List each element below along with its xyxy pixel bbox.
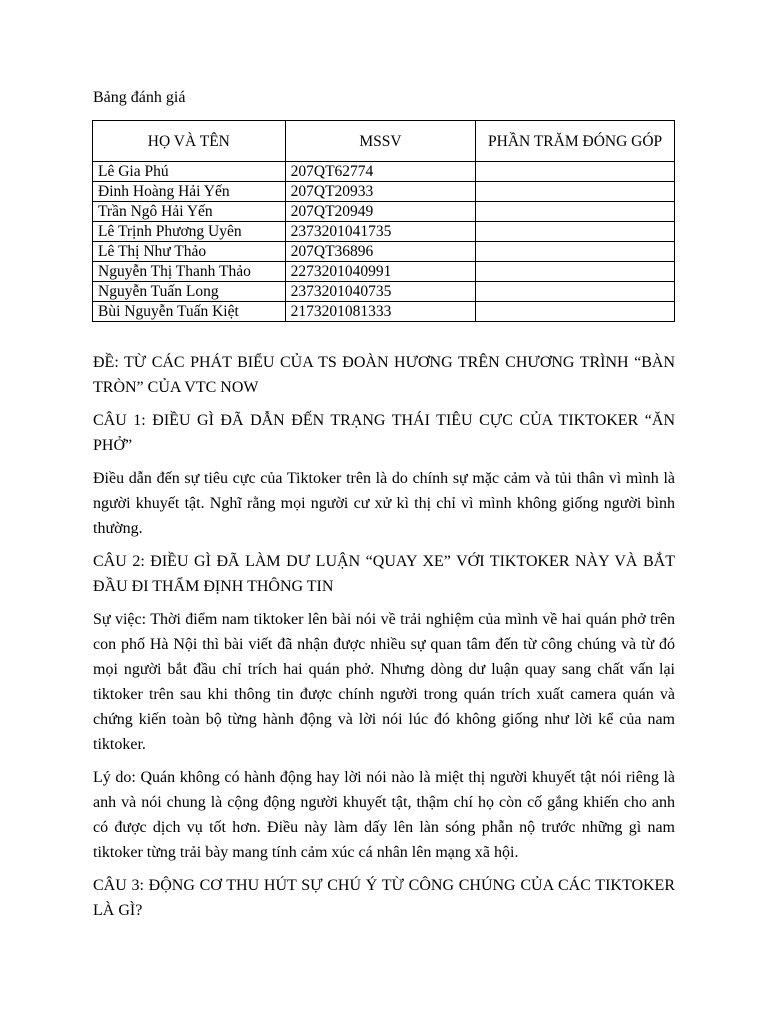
table-row bbox=[93, 182, 675, 202]
header-percent: PHẦN TRĂM ĐÓNG GÓP bbox=[476, 121, 675, 162]
header-mssv: MSSV bbox=[285, 121, 476, 162]
cell-mssv: 2173201081333 bbox=[285, 302, 476, 322]
cell-name: Lê Gia Phú bbox=[93, 162, 286, 182]
cell-percent bbox=[476, 282, 675, 302]
table-row bbox=[93, 282, 675, 302]
table-row bbox=[93, 222, 675, 242]
question-2-event: Sự việc: Thời điểm nam tiktoker lên bài nói về trải nghiệm của mình về hai quán phở trên con phố Hà Nội thì bài viết đã nhận được nhiều sự quan tâm đến từ công chúng và từ đó mọi người bắt đầu chỉ trích hai quán phở. Nhưng dòng dư luận quay sang chất vấn lại tiktoker trên sau khi thông tin được chính người trong quán trích xuất camera quán và chứng kiến toàn bộ từng hành động và lời nói lúc đó không giống như lời kể của nam tiktoker. bbox=[93, 611, 675, 753]
table-row bbox=[93, 262, 675, 282]
cell-percent bbox=[476, 182, 675, 202]
cell-percent bbox=[476, 242, 675, 262]
cell-name: Trần Ngô Hải Yến bbox=[93, 202, 286, 222]
cell-name: Bùi Nguyễn Tuấn Kiệt bbox=[93, 302, 286, 322]
cell-mssv: 207QT36896 bbox=[285, 242, 476, 262]
assignment-topic: ĐỀ: TỪ CÁC PHÁT BIỂU CỦA TS ĐOÀN HƯƠNG TRÊN CHƯƠNG TRÌNH “BÀN TRÒN” CỦA VTC NOW bbox=[93, 354, 675, 396]
cell-mssv: 2373201041735 bbox=[285, 222, 476, 242]
cell-mssv: 2373201040735 bbox=[285, 282, 476, 302]
document-body bbox=[93, 350, 675, 931]
cell-mssv: 207QT20933 bbox=[285, 182, 476, 202]
table-row bbox=[93, 302, 675, 322]
cell-name: Đinh Hoàng Hải Yến bbox=[93, 182, 286, 202]
evaluation-table bbox=[92, 120, 675, 322]
question-2-reason: Lý do: Quán không có hành động hay lời nói nào là miệt thị người khuyết tật nói riêng là anh và nói chung là cộng động người khuyết tật, thậm chí họ còn cố gắng khiến cho anh có được dịch vụ tốt hơn. Điều này làm dấy lên làn sóng phẫn nộ trước những gì nam tiktoker từng trải bày mang tính cảm xúc cá nhân lên mạng xã hội. bbox=[93, 769, 675, 861]
question-3-heading: CÂU 3: ĐỘNG CƠ THU HÚT SỰ CHÚ Ý TỪ CÔNG CHÚNG CỦA CÁC TIKTOKER LÀ GÌ? bbox=[93, 877, 675, 919]
cell-percent bbox=[476, 302, 675, 322]
table-row bbox=[93, 242, 675, 262]
question-1-heading: CÂU 1: ĐIỀU GÌ ĐÃ DẪN ĐẾN TRẠNG THÁI TIÊU CỰC CỦA TIKTOKER “ĂN PHỞ” bbox=[93, 412, 675, 454]
table-title: Bảng đánh giá bbox=[93, 89, 186, 106]
cell-mssv: 2273201040991 bbox=[285, 262, 476, 282]
table-header-row bbox=[93, 121, 675, 162]
table-row bbox=[93, 202, 675, 222]
table-row bbox=[93, 162, 675, 182]
cell-name: Lê Thị Như Thảo bbox=[93, 242, 286, 262]
cell-mssv: 207QT62774 bbox=[285, 162, 476, 182]
header-name: HỌ VÀ TÊN bbox=[93, 121, 286, 162]
cell-mssv: 207QT20949 bbox=[285, 202, 476, 222]
question-2-heading: CÂU 2: ĐIỀU GÌ ĐÃ LÀM DƯ LUẬN “QUAY XE” VỚI TIKTOKER NÀY VÀ BẮT ĐẦU ĐI THẨM ĐỊNH THÔNG TIN bbox=[93, 553, 675, 595]
cell-percent bbox=[476, 262, 675, 282]
question-1-answer: Điều dẫn đến sự tiêu cực của Tiktoker trên là do chính sự mặc cảm và tủi thân vì mình là người khuyết tật. Nghĩ rằng mọi người cư xử kì thị chỉ vì mình không giống người bình thường. bbox=[93, 470, 675, 537]
cell-name: Lê Trịnh Phương Uyên bbox=[93, 222, 286, 242]
cell-percent bbox=[476, 202, 675, 222]
cell-percent bbox=[476, 162, 675, 182]
cell-name: Nguyễn Tuấn Long bbox=[93, 282, 286, 302]
cell-name: Nguyễn Thị Thanh Thảo bbox=[93, 262, 286, 282]
cell-percent bbox=[476, 222, 675, 242]
